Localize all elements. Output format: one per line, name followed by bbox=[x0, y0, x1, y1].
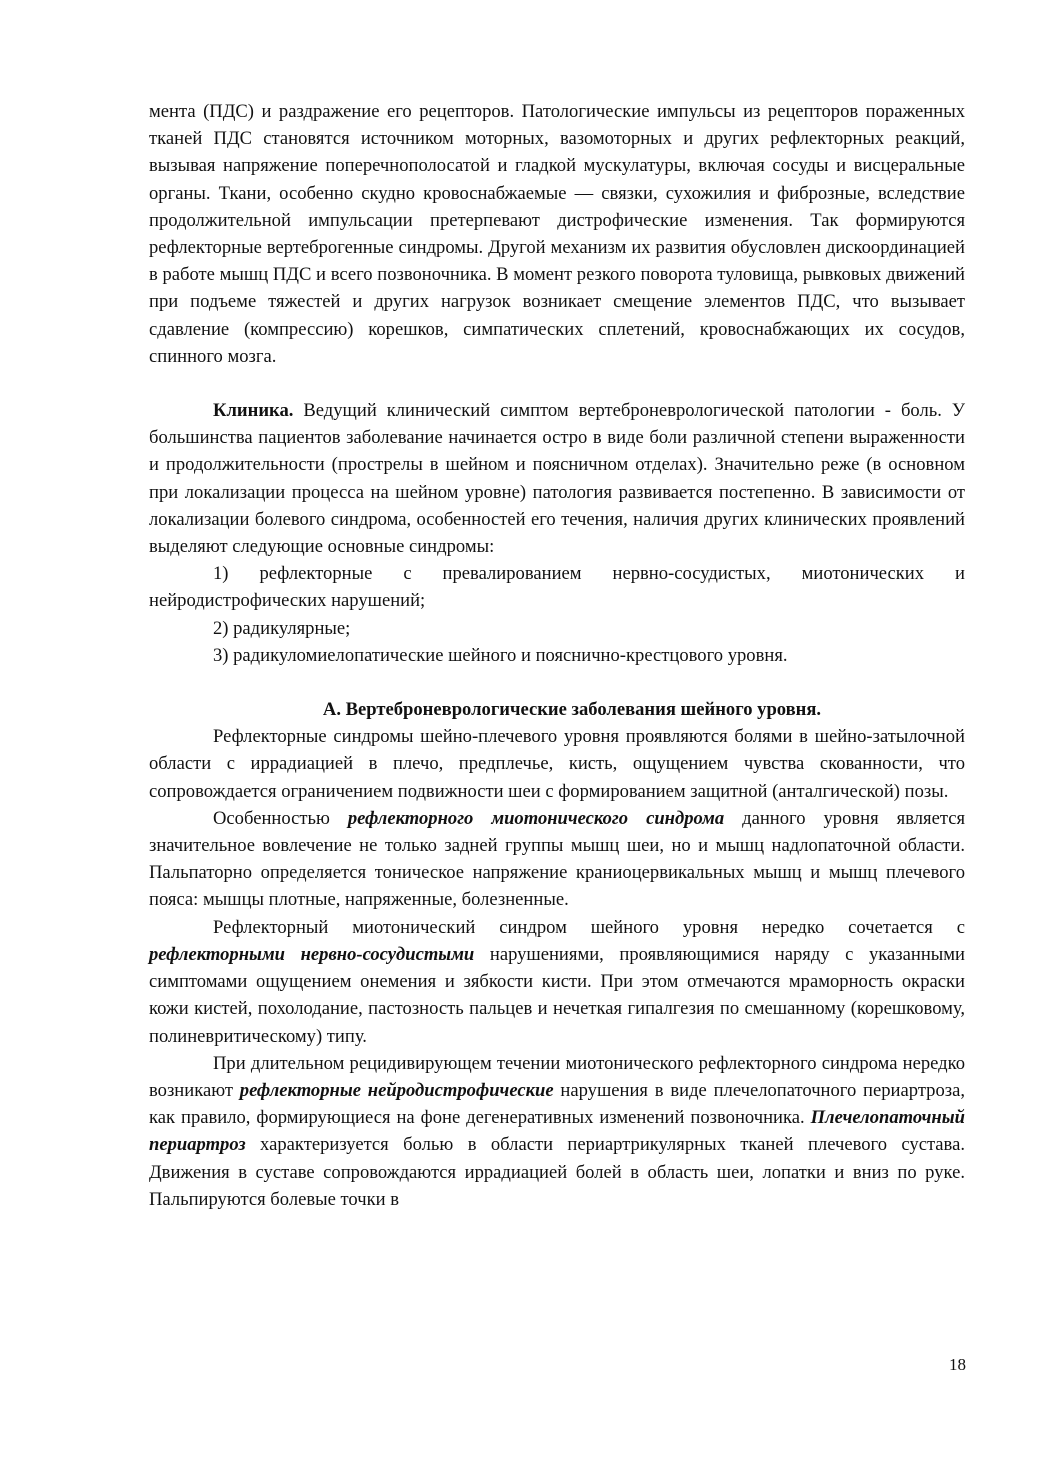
myotonic-text-after: данного уровня является значительное вовлечение не только задней группы мышц шеи, но и мышц надлопаточной области. Пальпаторно определяется тоническое напряжение краниоцервикальных мышц и мышц плечевого пояса: мышцы плотные, напряженные, болезненные. bbox=[149, 807, 965, 911]
page-number: 18 bbox=[949, 1355, 966, 1374]
paragraph-clinic bbox=[149, 397, 965, 560]
dystrophic-text-before: При длительном рецидивирующем течении миотонического рефлекторного синдрома нередко возникают bbox=[149, 1052, 965, 1101]
dystrophic-term: рефлекторные нейродистрофические bbox=[239, 1079, 554, 1101]
dystrophic-text-after: характеризуется болью в области периартрикулярных тканей плечевого сустава. Движения в суставе сопровождаются иррадиацией болей в область шеи, лопатки и вниз по руке. Пальпируются болевые точки в bbox=[149, 1134, 965, 1210]
vascular-text-after: нарушениями, проявляющимися наряду с указанными симптомами ощущением онемения и зябкости кисти. При этом отмечаются мраморность окраски кожи кистей, похолодание, пастозность пальцев и нечеткая гипалгезия по смешанному (корешковому, полиневритическому) типу. bbox=[149, 943, 966, 1047]
syndrome-list-item-3: 3) радикуломиелопатические шейного и пояснично-крестцового уровня. bbox=[213, 644, 788, 666]
vascular-term: рефлекторными нервно-сосудистыми bbox=[149, 943, 475, 965]
paragraph-myotonic-syndrome bbox=[149, 805, 965, 914]
paragraph-reflex-syndromes: Рефлекторные синдромы шейно-плечевого уровня проявляются болями в шейно-затылочной области с иррадиацией в плечо, предплечье, кисть, ощущением чувства скованности, что сопровождается ограничением подвижности шеи с формированием защитной (анталгической) позы. bbox=[149, 726, 965, 802]
syndrome-list-item-2: 2) радикулярные; bbox=[213, 617, 351, 639]
section-heading: А. Вертеброневрологические заболевания шейного уровня. bbox=[322, 699, 822, 721]
clinic-text: Ведущий клинический симптом вертеброневрологической патологии - боль. У большинства пациентов заболевание начинается остро в виде боли различной степени выраженности и продолжительности (прострелы в шейном и поясничном отделах). Значительно реже (в основном при локализации процесса на шейном уровне) патология развивается постепенно. В зависимости от локализации болевого синдрома, особенностей его течения, наличия других клинических проявлений выделяют следующие основные синдромы: bbox=[149, 400, 965, 558]
paragraph-neurovascular bbox=[149, 914, 965, 1050]
myotonic-text-before: Особенностью bbox=[213, 807, 348, 829]
dystrophic-text-middle: нарушения в виде плечелопаточного периартроза, как правило, формирующиеся на фоне дегенеративных изменений позвоночника. bbox=[149, 1079, 966, 1129]
paragraph-pds-mechanism: мента (ПДС) и раздражение его рецепторов. Патологические импульсы из рецепторов пораженных тканей ПДС становятся источником моторных, вазомоторных и других рефлекторных реакций, вызывая напряжение поперечнополосатой и гладкой мускулатуры, включая сосуды и висцеральные органы. Ткани, особенно скудно кровоснабжаемые — связки, сухожилия и фиброзные, вследствие продолжительной импульсации претерпевают дистрофические изменения. Так формируются рефлекторные вертеброгенные синдромы. Другой механизм их развития обусловлен дискоординацией в работе мышц ПДС и всего позвоночника. В момент резкого поворота туловища, рывковых движений при подъеме тяжестей и других нагрузок возникает смещение элементов ПДС, что вызывает сдавление (компрессию) корешков, симпатических сплетений, кровоснабжающих их сосудов, спинного мозга. bbox=[149, 101, 965, 367]
syndrome-list-item-1: 1) рефлекторные с превалированием нервно-сосудистых, миотонических и нейродистрофических нарушений; bbox=[149, 563, 965, 612]
paragraph-neurodystrophic bbox=[149, 1050, 965, 1213]
document-page bbox=[149, 98, 965, 1213]
myotonic-term: рефлекторного миотонического синдрома bbox=[347, 807, 725, 829]
periarthrosis-term: Плечелопаточный периартроз bbox=[149, 1107, 965, 1156]
vascular-text-before: Рефлекторный миотонический синдром шейного уровня нередко сочетается с bbox=[213, 916, 965, 938]
clinic-label: Клиника. bbox=[213, 400, 294, 422]
